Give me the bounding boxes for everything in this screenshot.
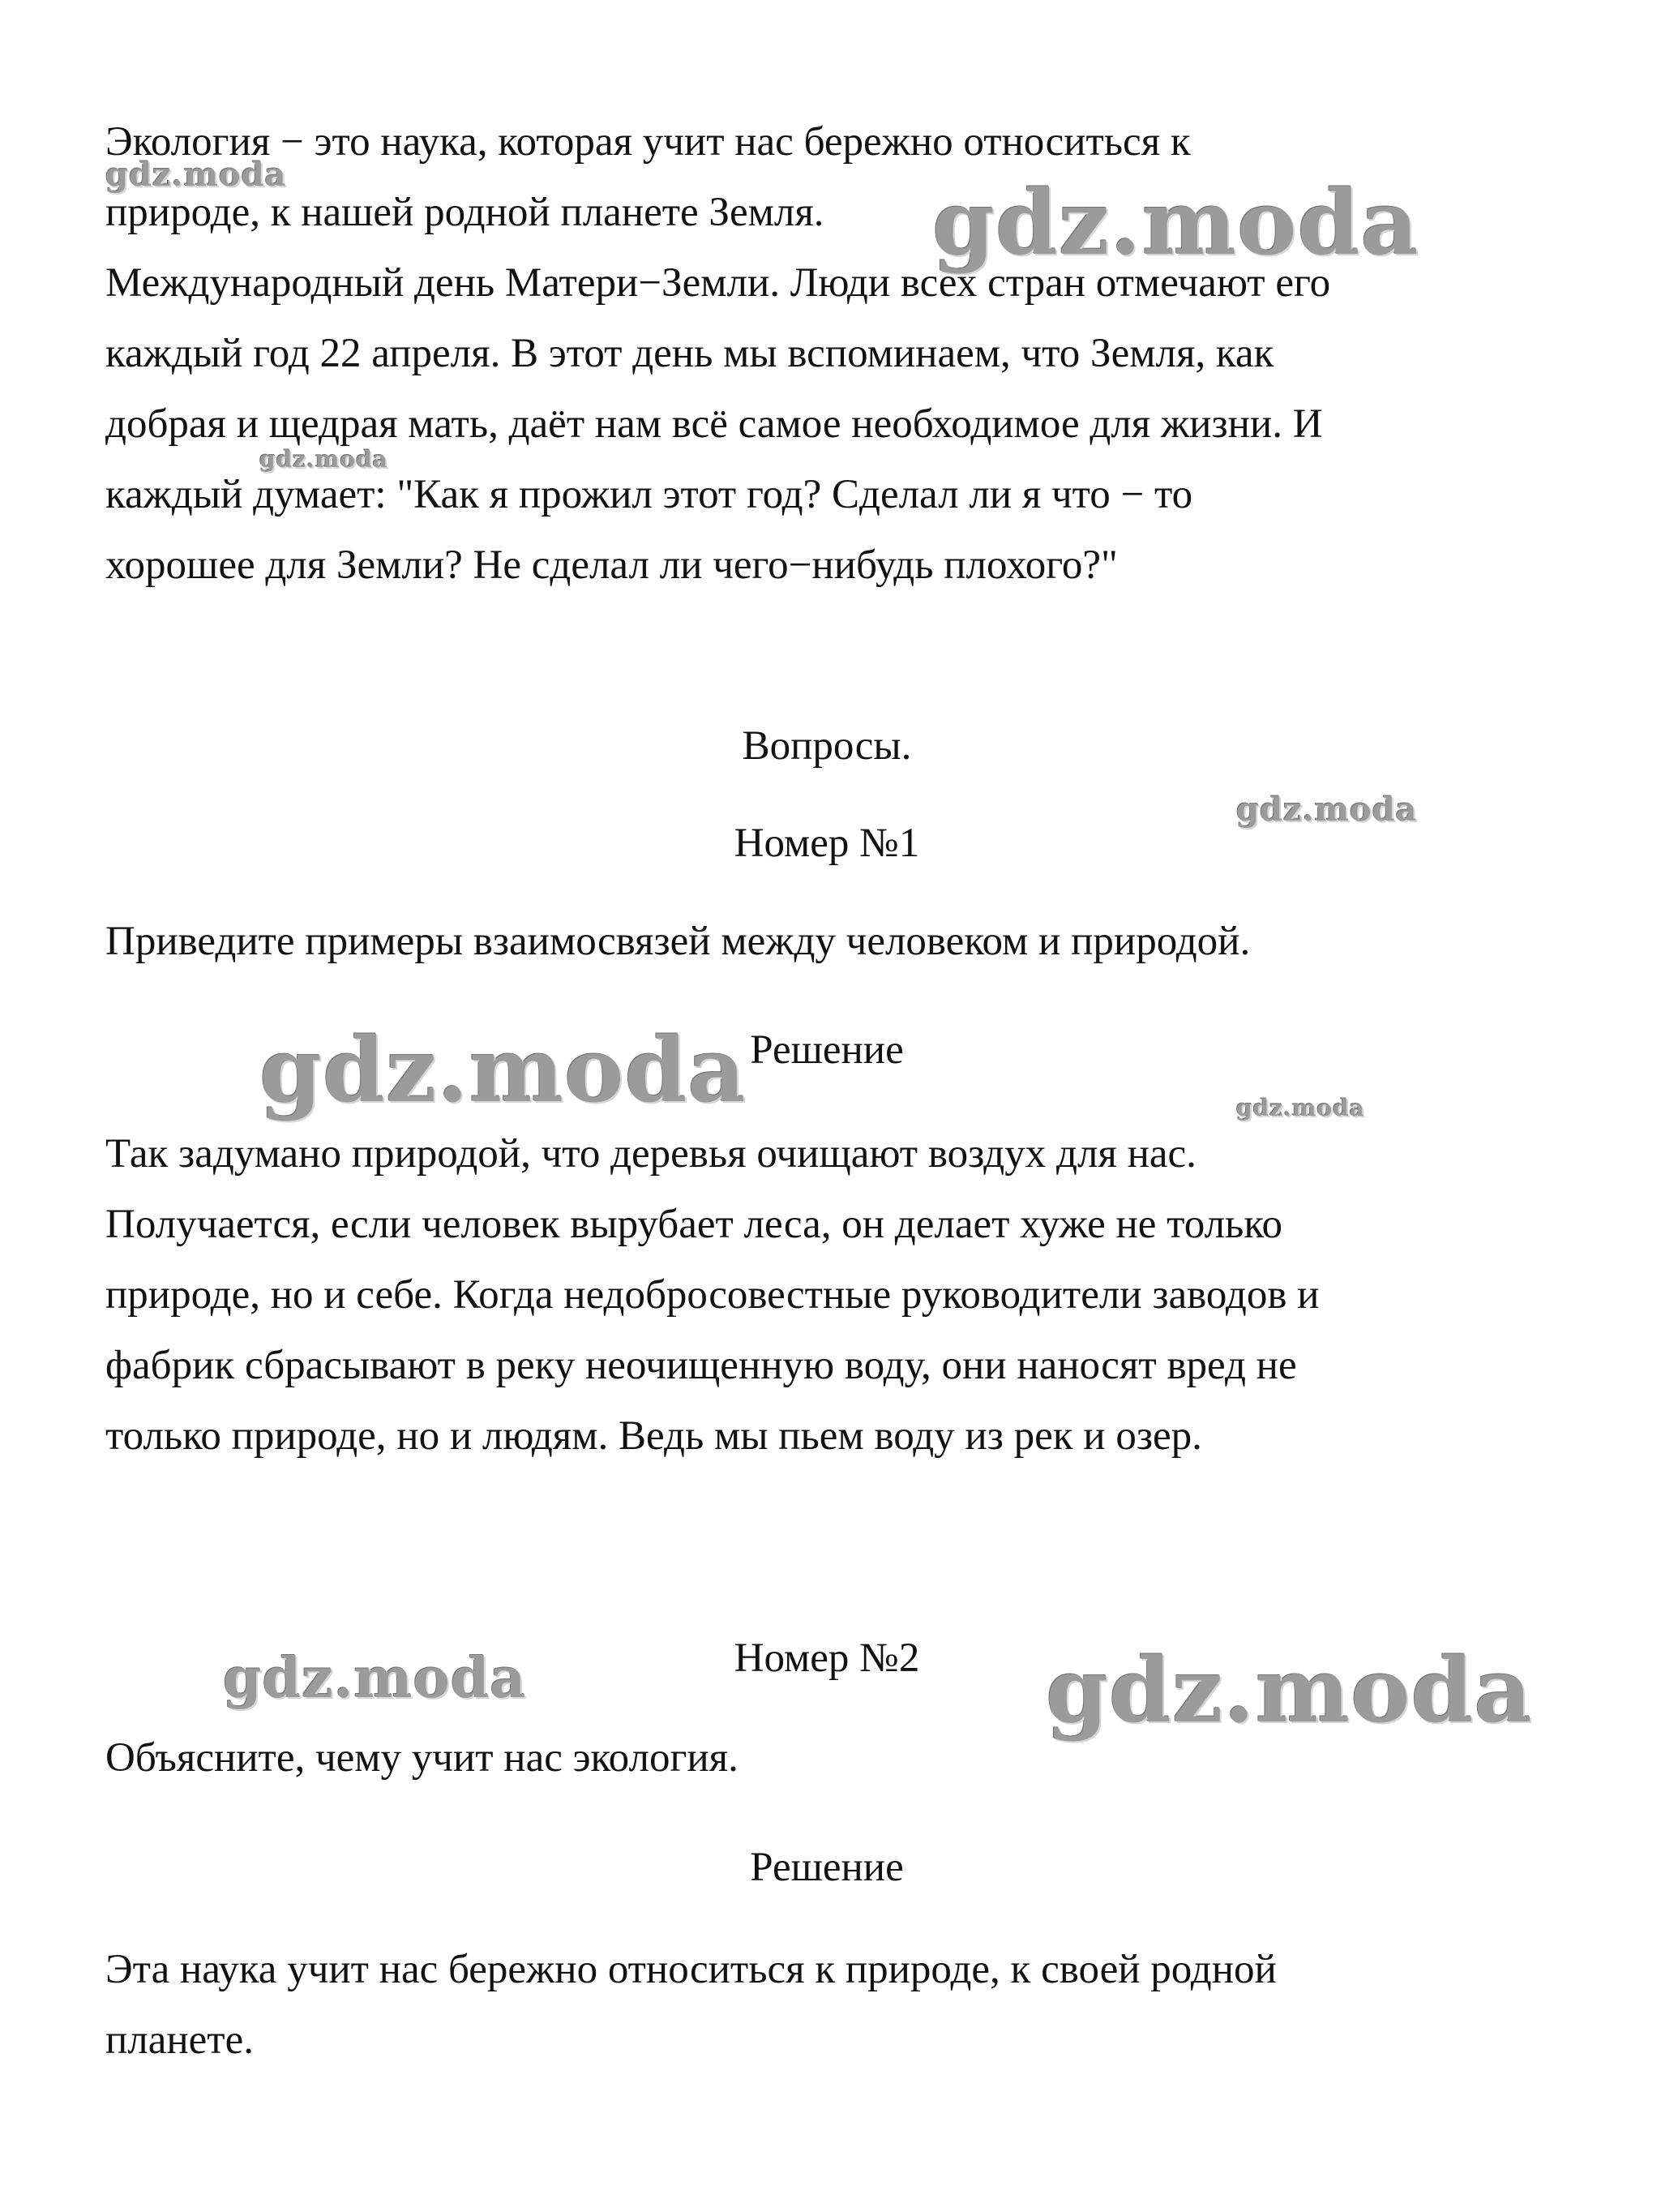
task2-solution-heading: Решение: [750, 1845, 904, 1890]
task2-answer: [105, 1935, 1565, 2076]
watermark: gdz.moda: [932, 170, 1419, 275]
intro-line: хорошее для Земли? Не сделал ли чего−нибудь плохого?": [105, 542, 1118, 588]
task1-number: Номер №1: [734, 821, 920, 866]
task1-question-text: Приведите примеры взаимосвязей между человеком и природой.: [105, 919, 1251, 964]
intro-line: Международный день Матери−Земли. Люди всех стран отмечают его: [105, 260, 1331, 306]
intro-line: природе, к нашей родной планете Земля.: [105, 190, 824, 235]
watermark: gdz.moda: [1236, 791, 1418, 829]
task1-answer: [105, 1119, 1565, 1472]
watermark: gdz.moda: [223, 1646, 527, 1711]
task1-question: [105, 907, 1565, 977]
task2-answer-line: планете.: [105, 2017, 254, 2063]
intro-line: Экология − это наука, которая учит нас бережно относиться к: [105, 119, 1191, 165]
task1-answer-line: Так задумано природой, что деревья очищают воздух для нас.: [105, 1131, 1197, 1177]
watermark: gdz.moda: [1236, 1095, 1365, 1121]
task2-question-text: Объясните, чему учит нас экология.: [105, 1735, 739, 1781]
watermark: gdz.moda: [259, 1018, 747, 1122]
task1-answer-line: только природе, но и людям. Ведь мы пьем воду из рек и озер.: [105, 1413, 1202, 1459]
task1-answer-line: фабрик сбрасывают в реку неочищенную воду, они наносят вред не: [105, 1343, 1297, 1388]
task2-number: Номер №2: [734, 1635, 920, 1681]
intro-line: каждый думает: "Как я прожил этот год? Сделал ли я что − то: [105, 472, 1193, 517]
watermark: gdz.moda: [259, 446, 388, 473]
task2-answer-line: Эта наука учит нас бережно относиться к природе, к своей родной: [105, 1947, 1277, 1992]
watermark: gdz.moda: [105, 156, 287, 194]
task1-solution-heading: Решение: [750, 1027, 904, 1073]
task1-answer-line: Получается, если человек вырубает леса, он делает хуже не только: [105, 1202, 1283, 1247]
watermark: gdz.moda: [1046, 1638, 1533, 1743]
questions-heading: Вопросы.: [742, 723, 912, 769]
intro-line: каждый год 22 апреля. В этот день мы вспоминаем, что Земля, как: [105, 331, 1274, 376]
intro-line: добрая и щедрая мать, даёт нам всё самое необходимое для жизни. И: [105, 401, 1323, 447]
task1-answer-line: природе, но и себе. Когда недобросовестные руководители заводов и: [105, 1272, 1320, 1318]
